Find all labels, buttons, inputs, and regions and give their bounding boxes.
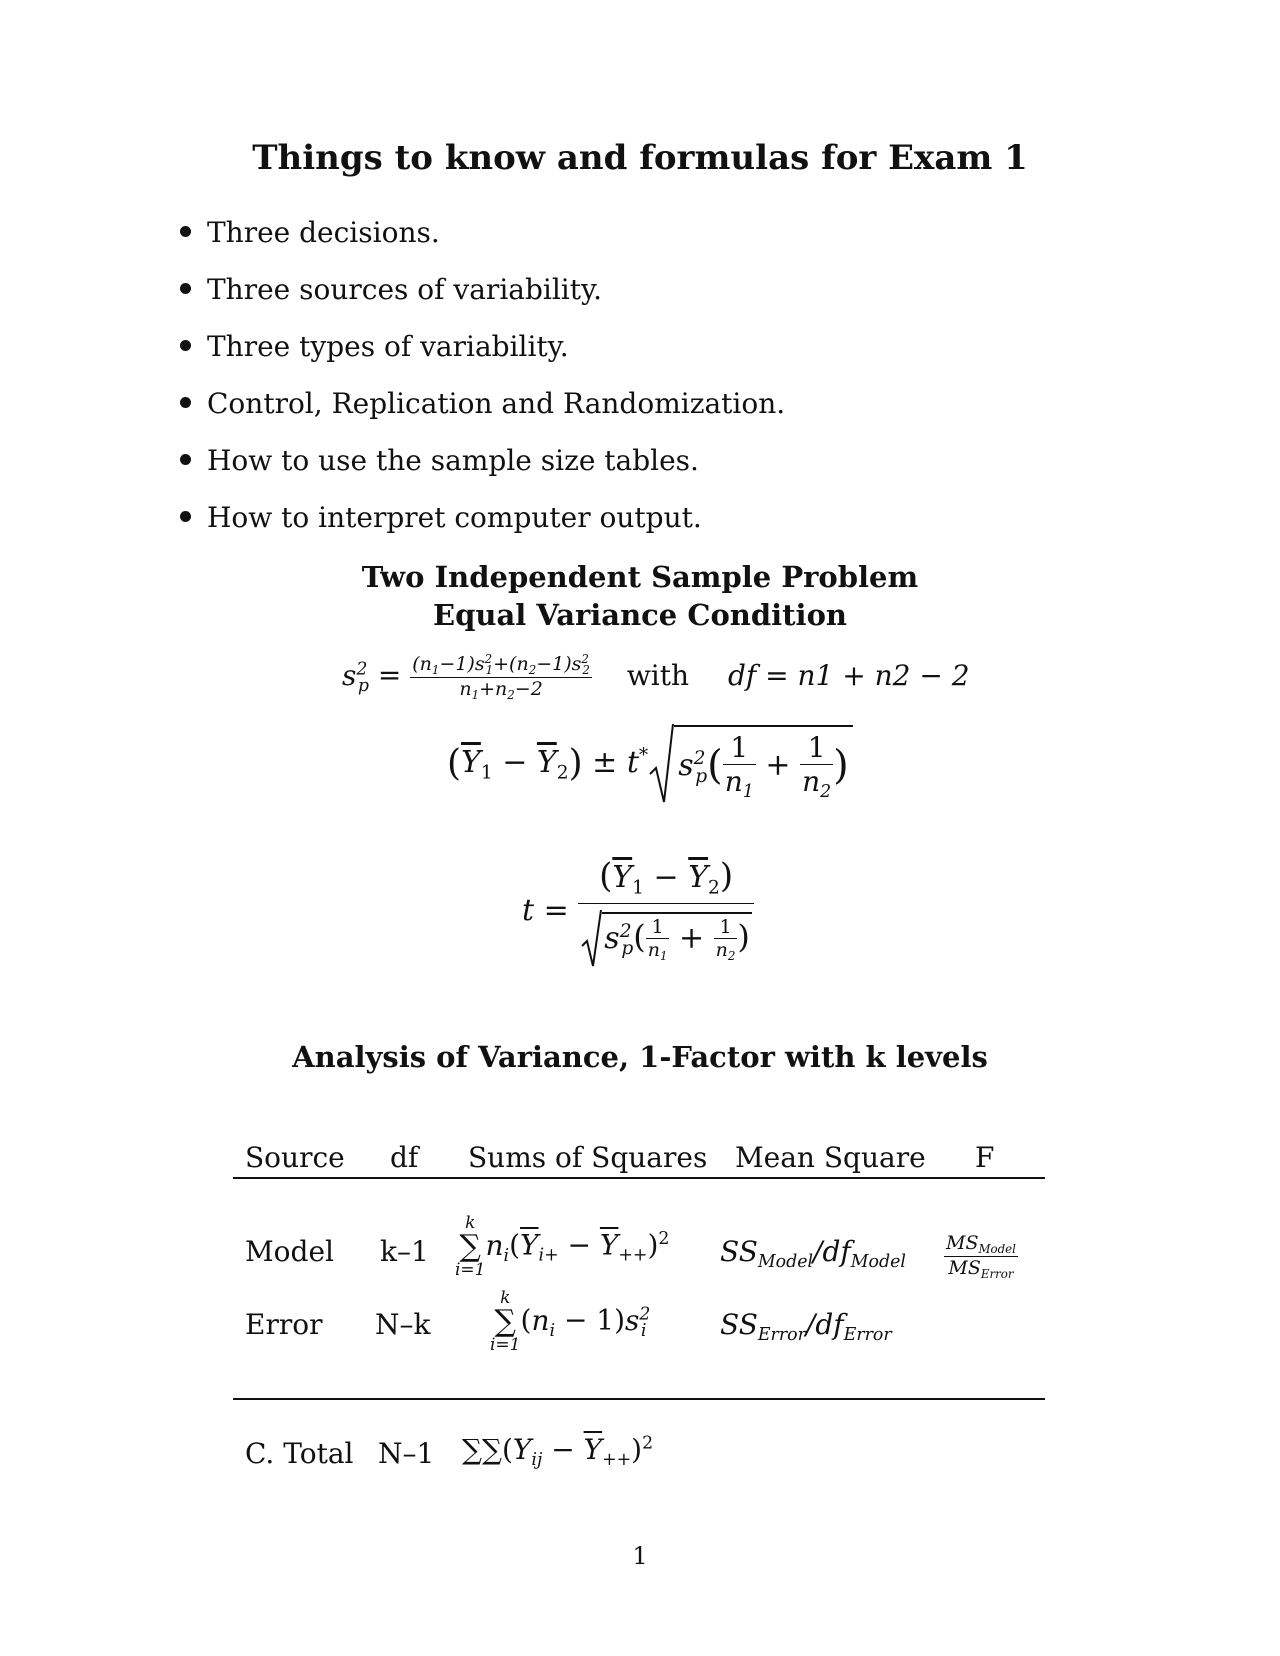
column-header-f: F: [975, 1141, 995, 1174]
ss-model-formula: k ∑ i=1 $n_i(\overline{Y}_{i+} - \overline{Y}_{++})^2$: [455, 1213, 670, 1280]
anova-heading: Analysis of Variance, 1-Factor with k levels: [292, 1040, 988, 1074]
list-item: Three sources of variability.: [180, 273, 602, 307]
row-df-error: N–k: [375, 1308, 431, 1341]
list-item: Three types of variability.: [180, 330, 569, 364]
sqrt-icon: [580, 908, 602, 968]
bullet-icon: [180, 397, 191, 408]
list-item: How to interpret computer output.: [180, 501, 702, 535]
row-source-model: Model: [245, 1235, 334, 1268]
row-df-total: N–1: [378, 1437, 435, 1470]
sqrt-icon: [648, 722, 674, 806]
bullet-icon: [180, 340, 191, 351]
df-expression: = n1 + n2 − 2: [765, 658, 970, 692]
ms-model-formula: $SS_{Model}/df_{Model}$: [720, 1235, 906, 1273]
equal-variance-heading: Equal Variance Condition: [432, 598, 847, 632]
confidence-interval-formula: $(\overline{Y}_1 - \overline{Y}_2) \pm t^*$ $s^2_p$( $\frac{1}{n_1}$ + $\frac{1}{n_2}$ ): [447, 722, 853, 806]
two-sample-heading: Two Independent Sample Problem: [361, 560, 919, 594]
row-df-model: k–1: [380, 1235, 429, 1268]
pooled-variance-formula: $s^2_p$ = $\frac{(n_1-1)s^2_1+(n_2-1)s^2_2}{n_1+n_2-2}$ with df = n1 + n2 − 2: [342, 652, 970, 703]
bullet-icon: [180, 226, 191, 237]
bullet-icon: [180, 454, 191, 465]
ss-total-formula: $\sum\sum(Y_{ij} - \overline{Y}_{++})^2$: [462, 1433, 654, 1471]
bullet-icon: [180, 511, 191, 522]
table-rule: [233, 1177, 1045, 1179]
column-header-source: Source: [245, 1141, 345, 1174]
ss-error-formula: k ∑ i=1 $(n_i - 1)s^2_i$: [490, 1288, 651, 1355]
bullet-icon: [180, 283, 191, 294]
column-header-sums-of-squares: Sums of Squares: [468, 1141, 708, 1174]
page-number: 1: [632, 1542, 648, 1570]
with-word: with: [626, 658, 690, 692]
t-statistic-formula: t = $(\overline{Y}_1 - \overline{Y}_2)$ $s^2_p$( $\frac{1}{n_1}$ + $\frac{1}{n_2}$ ): [522, 856, 754, 968]
column-header-mean-square: Mean Square: [735, 1141, 926, 1174]
df-label: df: [727, 658, 757, 692]
row-source-error: Error: [245, 1308, 323, 1341]
list-item: Control, Replication and Randomization.: [180, 387, 785, 421]
table-rule: [233, 1398, 1045, 1400]
row-source-total: C. Total: [245, 1437, 354, 1470]
column-header-df: df: [390, 1141, 419, 1174]
ms-error-formula: $SS_{Error}/df_{Error}$: [720, 1308, 892, 1346]
f-statistic-formula: $\frac{MS_{Model}}{MS_{Error}}$: [946, 1232, 1016, 1282]
list-item: Three decisions.: [180, 216, 440, 250]
list-item: How to use the sample size tables.: [180, 444, 699, 478]
page-title: Things to know and formulas for Exam 1: [252, 138, 1028, 178]
